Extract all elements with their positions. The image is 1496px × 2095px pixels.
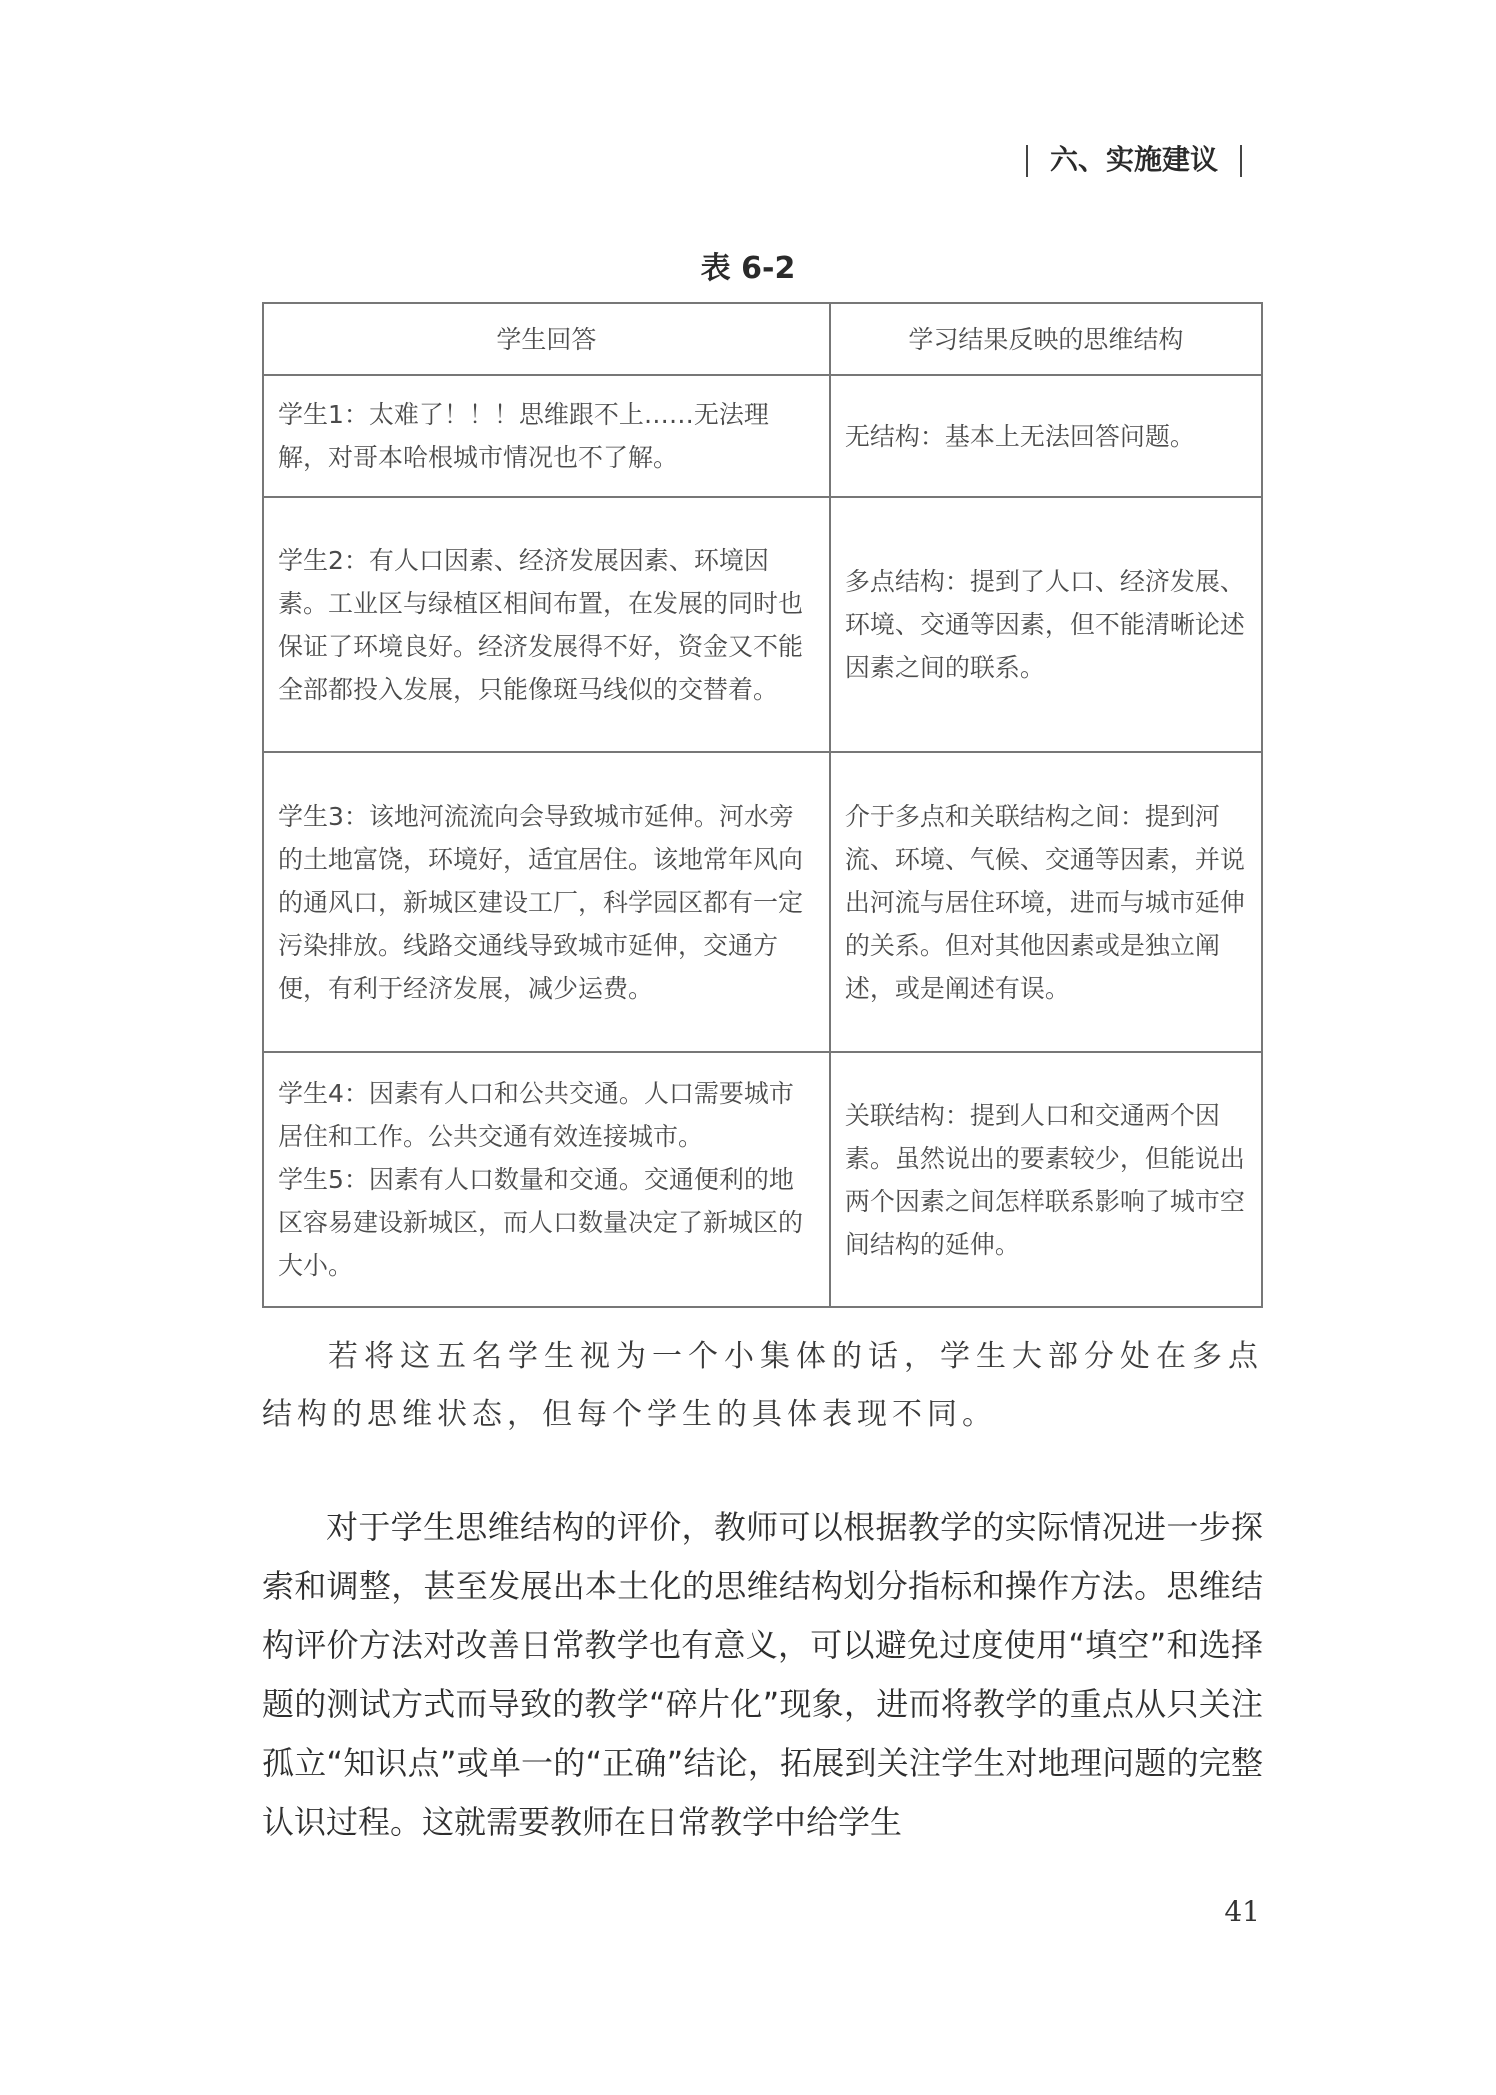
thinking-structure-cell: 多点结构：提到了人口、经济发展、环境、交通等因素，但不能清晰论述因素之间的联系。 [830, 497, 1262, 752]
student-answer-cell [263, 1052, 830, 1307]
student-answer-cell: 学生3：该地河流流向会导致城市延伸。河水旁的土地富饶，环境好，适宜居住。该地常年风向的通风口，新城区建设工厂，科学园区都有一定污染排放。线路交通线导致城市延伸，交通方便，有利于经济发展，减少运费。 [263, 752, 830, 1052]
table-title: 表 6-2 [700, 251, 796, 286]
table-row [263, 1052, 1262, 1307]
table-row [263, 497, 1262, 752]
page-number: 41 [1224, 1895, 1260, 1928]
table-header-cell: 学习结果反映的思维结构 [830, 303, 1262, 375]
thinking-structure-cell: 介于多点和关联结构之间：提到河流、环境、气候、交通等因素，并说出河流与居住环境，进而与城市延伸的关系。但对其他因素或是独立阐述，或是阐述有误。 [830, 752, 1262, 1052]
table-header-cell: 学生回答 [263, 303, 830, 375]
header-right-rule [1240, 145, 1242, 177]
table-header-row [263, 303, 1262, 375]
thinking-structure-cell: 无结构：基本上无法回答问题。 [830, 375, 1262, 497]
student-answer-text: 学生5：因素有人口数量和交通。交通便利的地区容易建设新城区，而人口数量决定了新城区的大小。 [278, 1165, 804, 1280]
header-left-rule [1026, 145, 1028, 177]
student-answer-cell: 学生1：太难了！！！思维跟不上……无法理解，对哥本哈根城市情况也不了解。 [263, 375, 830, 497]
header-title: 六、实施建议 [1049, 143, 1218, 176]
thinking-structure-cell: 关联结构：提到人口和交通两个因素。虽然说出的要素较少，但能说出两个因素之间怎样联系影响了城市空间结构的延伸。 [830, 1052, 1262, 1307]
running-header [1004, 138, 1264, 178]
body-paragraph: 对于学生思维结构的评价，教师可以根据教学的实际情况进一步探索和调整，甚至发展出本土化的思维结构划分指标和操作方法。思维结构评价方法对改善日常教学也有意义，可以避免过度使用“填空”和选择题的测试方式而导致的教学“碎片化”现象，进而将教学的重点从只关注孤立“知识点”或单一的“正确”结论，拓展到关注学生对地理问题的完整认识过程。这就需要教师在日常教学中给学生 [262, 1508, 1263, 1841]
student-answer-text: 学生4：因素有人口和公共交通。人口需要城市居住和工作。公共交通有效连接城市。 [278, 1079, 794, 1151]
student-answer-cell: 学生2：有人口因素、经济发展因素、环境因素。工业区与绿植区相间布置，在发展的同时也保证了环境良好。经济发展得不好，资金又不能全部都投入发展，只能像斑马线似的交替着。 [263, 497, 830, 752]
table-row [263, 752, 1262, 1052]
table-row [263, 375, 1262, 497]
thinking-structure-table [262, 302, 1263, 1308]
body-paragraph: 若将这五名学生视为一个小集体的话，学生大部分处在多点结构的思维状态，但每个学生的具体表现不同。 [262, 1339, 1263, 1432]
